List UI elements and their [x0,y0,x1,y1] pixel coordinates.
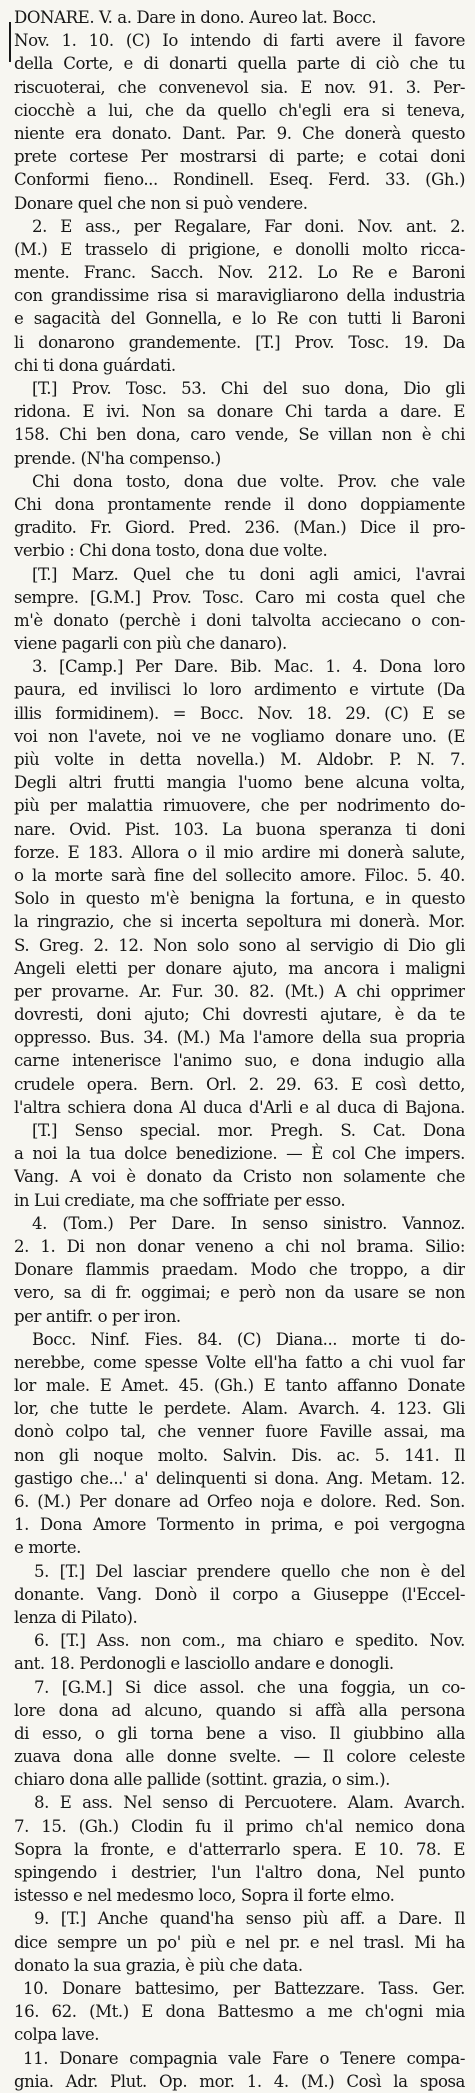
text-line: 6. [T.] Ass. non com., ma chiaro e spedito. Nov. [34,1631,465,1651]
text-line: per provarne. Ar. Fur. 30. 82. (Mt.) A chi opprimer [14,981,465,1001]
text-line: lor, che tutte le perdete. Alam. Avarch. 4. 123. Gli [14,1399,465,1419]
text-line: S. Greg. 2. 12. Non solo sono al servigio di Dio gli [14,935,465,955]
text-line: nare. Ovid. Pist. 103. La buona speranza ti doni [14,819,465,839]
text-line: dovresti, doni ajuto; Chi dovresti ajutare, è da te [14,1005,465,1025]
text-line: prende. (N'ha compenso.) [14,448,221,468]
text-line: 3. [Camp.] Per Dare. Bib. Mac. 1. 4. Dona loro [32,657,465,677]
text-line: 10. Donare battesimo, per Battezzare. Tass. Ger. [23,1978,465,1998]
text-line: lor male. E Amet. 45. (Gh.) E tanto affanno Donate [14,1376,465,1396]
text-line: DONARE. V. a. Dare in dono. Aureo lat. Bocc. [14,8,377,27]
text-line: [T.] Senso special. mor. Pregh. S. Cat. Dona [32,1121,465,1140]
text-line: gastigo che...' a' delinquenti si dona. Ang. Metam. 12. [14,1468,465,1488]
text-line: 8. E ass. Nel senso di Percuotere. Alam. Avarch. [34,1793,465,1813]
text-line: colpa lave. [14,2025,100,2045]
text-line: niente era donato. Dant. Par. 9. Che donerà questo [14,123,465,143]
text-line: l'altra schiera dona Al duca d'Arli e al duca di Bajona. [14,1097,465,1117]
text-line: 16. 62. (Mt.) E dona Battesmo a me ch'ogni mia [14,2002,465,2022]
text-line: e sagacità del Gonnella, e lo Re con tutti li Baroni [14,309,465,329]
text-line: con grandissime risa si maravigliarono della industria [14,286,465,306]
text-line: gradito. Fr. Giord. Pred. 236. (Man.) Dice il pro- [14,518,465,538]
text-line: vero, sa di fr. oggimai; e però non da usare se non [14,1283,465,1303]
text-line: più volte in detta novella.) M. Aldobr. P. N. 7. [14,750,465,769]
text-line: m'è donato (perchè i doni talvolta acciecano o con- [14,610,465,630]
text-line: paura, ed invilisci lo loro ardimento e virtute (Da [14,680,465,700]
text-line: 11. Donare compagnia vale Fare o Tenere compa- [23,2048,465,2068]
margin-rule [9,22,11,62]
text-line: Vang. A voi è donato da Cristo non solamente che [14,1167,465,1187]
text-line: Sopra la fronte, e d'atterrarlo spera. E 10. 78. E [14,1839,465,1859]
text-line: [T.] Prov. Tosc. 53. Chi del suo dona, Dio gli [32,379,465,398]
text-line: chi ti dona guárdati. [14,355,176,375]
text-line: Nov. 1. 10. (C) Io intendo di farti avere il favore [14,31,465,51]
text-line: gnia. Adr. Plut. Op. mor. 1. 4. (M.) Così la sposa [14,2071,465,2091]
text-line: 6. (M.) Per donare ad Orfeo noja e dolore. Red. Son. [14,1492,465,1511]
text-line: e morte. [14,1538,81,1558]
text-line: della Corte, e di donarti quella parte di ciò che tu [14,54,465,74]
text-line: Degli altri frutti mangia l'uomo bene alcuna volta, [14,773,465,793]
text-line: verbio : Chi dona tosto, dona due volte. [14,541,328,561]
text-line: Donare quel che non si può vendere. [14,193,308,213]
text-line: voi non l'avete, noi ve ne vogliamo donare uno. (E [14,726,465,746]
text-line: donato la sua grazia, è più che data. [14,1955,303,1975]
text-line: 7. 15. (Gh.) Clodin fu il primo ch'al nemico dona [14,1816,465,1836]
text-line: Bocc. Ninf. Fies. 84. (C) Diana... morte ti do- [32,1329,465,1349]
text-line: Chi dona prontamente rende il dono doppiamente [14,494,465,514]
text-line: carne intenerisce l'animo suo, e dona indugio alla [14,1051,465,1071]
text-line: ant. 18. Perdonogli e lasciollo andare e donogli. [14,1654,394,1674]
text-line: non gli noque molto. Salvin. Dis. ac. 5. 141. Il [14,1445,465,1465]
text-line: Chi dona tosto, dona due volte. Prov. che vale [32,471,465,491]
text-line: 9. [T.] Anche quand'ha senso più aff. a Dare. Il [34,1909,465,1929]
text-line: 2. 1. Di non donar veneno a chi nol brama. Silio: [14,1236,465,1256]
text-line: in Lui crediate, ma che soffriate per esso. [14,1190,346,1210]
text-line: riscuoterai, che convenevol sia. E nov. 91. 3. Per- [14,77,465,97]
text-line: Angeli eletti per donare ajuto, ma ancora i maligni [14,958,465,978]
text-line: [T.] Marz. Quel che tu doni agli amici, l'avrai [32,564,465,584]
text-line: 1. Dona Amore Tormento in prima, e poi vergogna [14,1515,465,1535]
text-line: illis formidinem). = Bocc. Nov. 18. 29. (C) E se [14,703,465,723]
text-line: dice sempre un po' più e nel pr. e nel trasl. Mi ha [14,1932,465,1952]
text-line: zuava dona alle donne svelte. — Il colore celeste [14,1747,465,1767]
text-line: a noi la tua dolce benedizione. — È col Che impers. [14,1144,465,1164]
text-line: più per malattia rimuovere, che per nodrimento do- [14,796,465,816]
text-line: ridona. E ivi. Non sa donare Chi tarda a dare. E [14,402,465,422]
text-line: o la morte sarà fine del sollecito amore. Filoc. 5. 40. [14,865,465,885]
text-line: spingendo i destrier, l'un l'altro dona, Nel punto [14,1863,465,1882]
text-line: Donare flammis praedam. Modo che troppo, a dir [14,1260,465,1280]
text-line: forze. E 183. Allora o il mio ardire mi donerà salute, [14,842,465,862]
text-line: lenza di Pilato). [14,1607,138,1627]
text-line: 158. Chi ben dona, caro vende, Se villan non è chi [14,425,465,445]
text-line: sempre. [G.M.] Prov. Tosc. Caro mi costa quel che [14,587,465,607]
text-line: donante. Vang. Donò il corpo a Giuseppe (l'Eccel- [14,1584,465,1604]
text-line: li donarono grandemente. [T.] Prov. Tosc. 19. Da [14,332,465,352]
text-line: 4. (Tom.) Per Dare. In senso sinistro. Vannoz. [32,1213,465,1233]
text-line: Solo in questo m'è benigna la fortuna, e in questo [14,889,465,909]
text-line: crudele opera. Bern. Orl. 2. 29. 63. E così detto, [14,1074,465,1094]
text-line: per antifr. o per iron. [14,1306,181,1326]
text-line: 2. E ass., per Regalare, Far doni. Nov. ant. 2. [32,216,465,236]
text-line: ciocchè a lui, che da quello ch'egli era si teneva, [14,100,465,120]
dictionary-entry-donare [14,6,465,2093]
text-line: (M.) E trasselo di prigione, e donolli molto ricca- [14,239,465,259]
text-line: 5. [T.] Del lasciar prendere quello che non è del [34,1561,465,1581]
text-line: Conformi fieno... Rondinell. Eseq. Ferd. 33. (Gh.) [14,170,465,190]
text-line: lore dona ad alcuno, quando si affà alla persona [14,1700,465,1720]
text-line: oppresso. Bus. 34. (M.) Ma l'amore della sua propria [14,1028,465,1048]
text-line: nerebbe, come spesse Volte ell'ha fatto a chi vuol far [14,1352,465,1372]
text-line: 7. [G.M.] Si dice assol. che una foggia, un co- [34,1677,465,1697]
text-line: mente. Franc. Sacch. Nov. 212. Lo Re e Baroni [14,263,465,283]
text-line: chiaro dona alle pallide (sottint. grazia, o sim.). [14,1770,390,1790]
text-line: viene pagarli con più che danaro). [14,634,287,654]
text-line: istesso e nel medesmo loco, Sopra il forte elmo. [14,1886,395,1906]
text-line: la ringrazio, che si incerta sepoltura mi donerà. Mor. [14,912,465,932]
text-line: prete cortese Per mostrarsi di parte; e cotai doni [14,147,465,167]
text-line: di esso, o gli torna bene a viso. Il giubbino alla [14,1723,465,1743]
text-line: donò colpo tal, che venner fuore Faville assai, ma [14,1422,465,1442]
